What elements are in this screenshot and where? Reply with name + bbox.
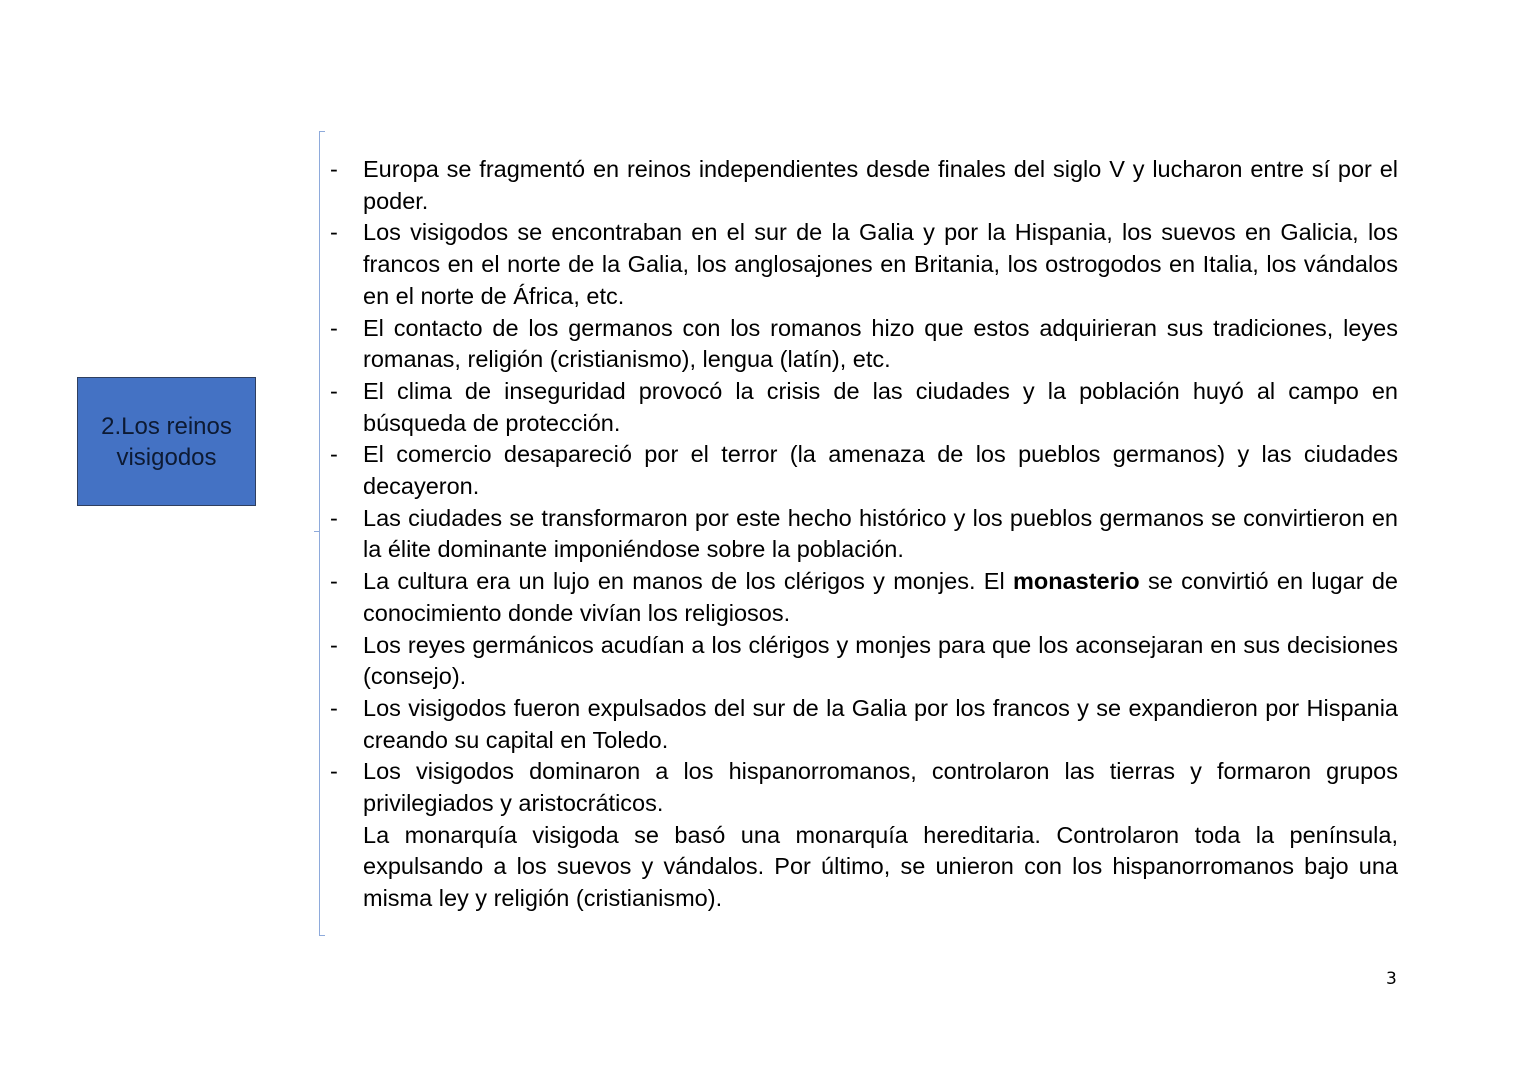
bullet-item: [330, 566, 1398, 629]
bullet-text-before: La cultura era un lujo en manos de los clérigos y monjes. El: [363, 568, 1013, 595]
bullet-text: Europa se fragmentó en reinos independientes desde finales del siglo V y lucharon entre sí por el poder.: [363, 156, 1398, 214]
section-title-line-1: 2.Los reinos: [101, 412, 232, 440]
bullet-text: Las ciudades se transformaron por este hecho histórico y los pueblos germanos se convirtieron en la élite dominante imponiéndose sobre la población.: [363, 504, 1398, 563]
bullet-item: [330, 756, 1398, 819]
page-number: 3: [1386, 969, 1397, 989]
bullet-text-after: se convirtió en lugar de conocimiento donde vivían los religiosos.: [363, 568, 1398, 626]
bullet-marker: -: [330, 377, 338, 404]
bullet-marker: -: [330, 504, 338, 531]
bullet-item: [330, 376, 1398, 439]
section-title-box: [77, 377, 256, 506]
bullet-item: [330, 630, 1398, 693]
bullet-item: [330, 693, 1398, 756]
bullet-marker: -: [330, 156, 338, 182]
bullet-text: Los visigodos fueron expulsados del sur de la Galia por los francos y se expandieron por Hispania creando su capital en Toledo.: [363, 694, 1398, 753]
bold-term-monasterio: monasterio: [1012, 568, 1140, 595]
bullet-marker: -: [330, 631, 338, 658]
left-brace-connector: [319, 131, 325, 936]
bullet-item: [330, 217, 1398, 312]
bullet-item: [330, 503, 1398, 566]
brace-tick: [314, 531, 320, 532]
bullet-marker: -: [330, 314, 338, 341]
bullet-text: [363, 566, 1398, 629]
bullet-text: El contacto de los germanos con los romanos hizo que estos adquirieran sus tradiciones, leyes romanas, religión (cristianismo), lengua (latín), etc.: [363, 314, 1398, 373]
bullet-item: [330, 154, 1398, 217]
section-title-line-2: visigodos: [116, 443, 217, 471]
bullet-marker: -: [330, 441, 338, 468]
bullet-text: Los visigodos se encontraban en el sur de la Galia y por la Hispania, los suevos en Galicia, los francos en el norte de la Galia, los anglosajones en Britania, los ostrogodos en Italia, los vándalos en el norte de África, etc.: [363, 219, 1398, 309]
bullet-item: [330, 439, 1398, 502]
bullet-text: El clima de inseguridad provocó la crisis de las ciudades y la población huyó al campo en búsqueda de protección.: [363, 377, 1398, 436]
bullet-marker: -: [330, 694, 338, 721]
bullet-item: [330, 313, 1398, 376]
closing-paragraph: La monarquía visigoda se basó una monarquía hereditaria. Controlaron toda la península, expulsando a los suevos y vándalos. Por último, se unieron con los hispanorromanos bajo una misma ley y religión (cristianismo).: [363, 821, 1398, 912]
bullet-marker: -: [330, 568, 338, 595]
bullet-marker: -: [330, 758, 338, 785]
bullet-text: El comercio desapareció por el terror (la amenaza de los pueblos germanos) y las ciudades decayeron.: [363, 441, 1398, 500]
bullet-marker: -: [330, 219, 338, 246]
bullet-text: Los visigodos dominaron a los hispanorromanos, controlaron las tierras y formaron grupos privilegiados y aristocráticos.: [363, 758, 1398, 817]
bullet-text: Los reyes germánicos acudían a los clérigos y monjes para que los aconsejaran en sus decisiones (consejo).: [363, 631, 1398, 690]
bullet-list: [330, 154, 1398, 915]
